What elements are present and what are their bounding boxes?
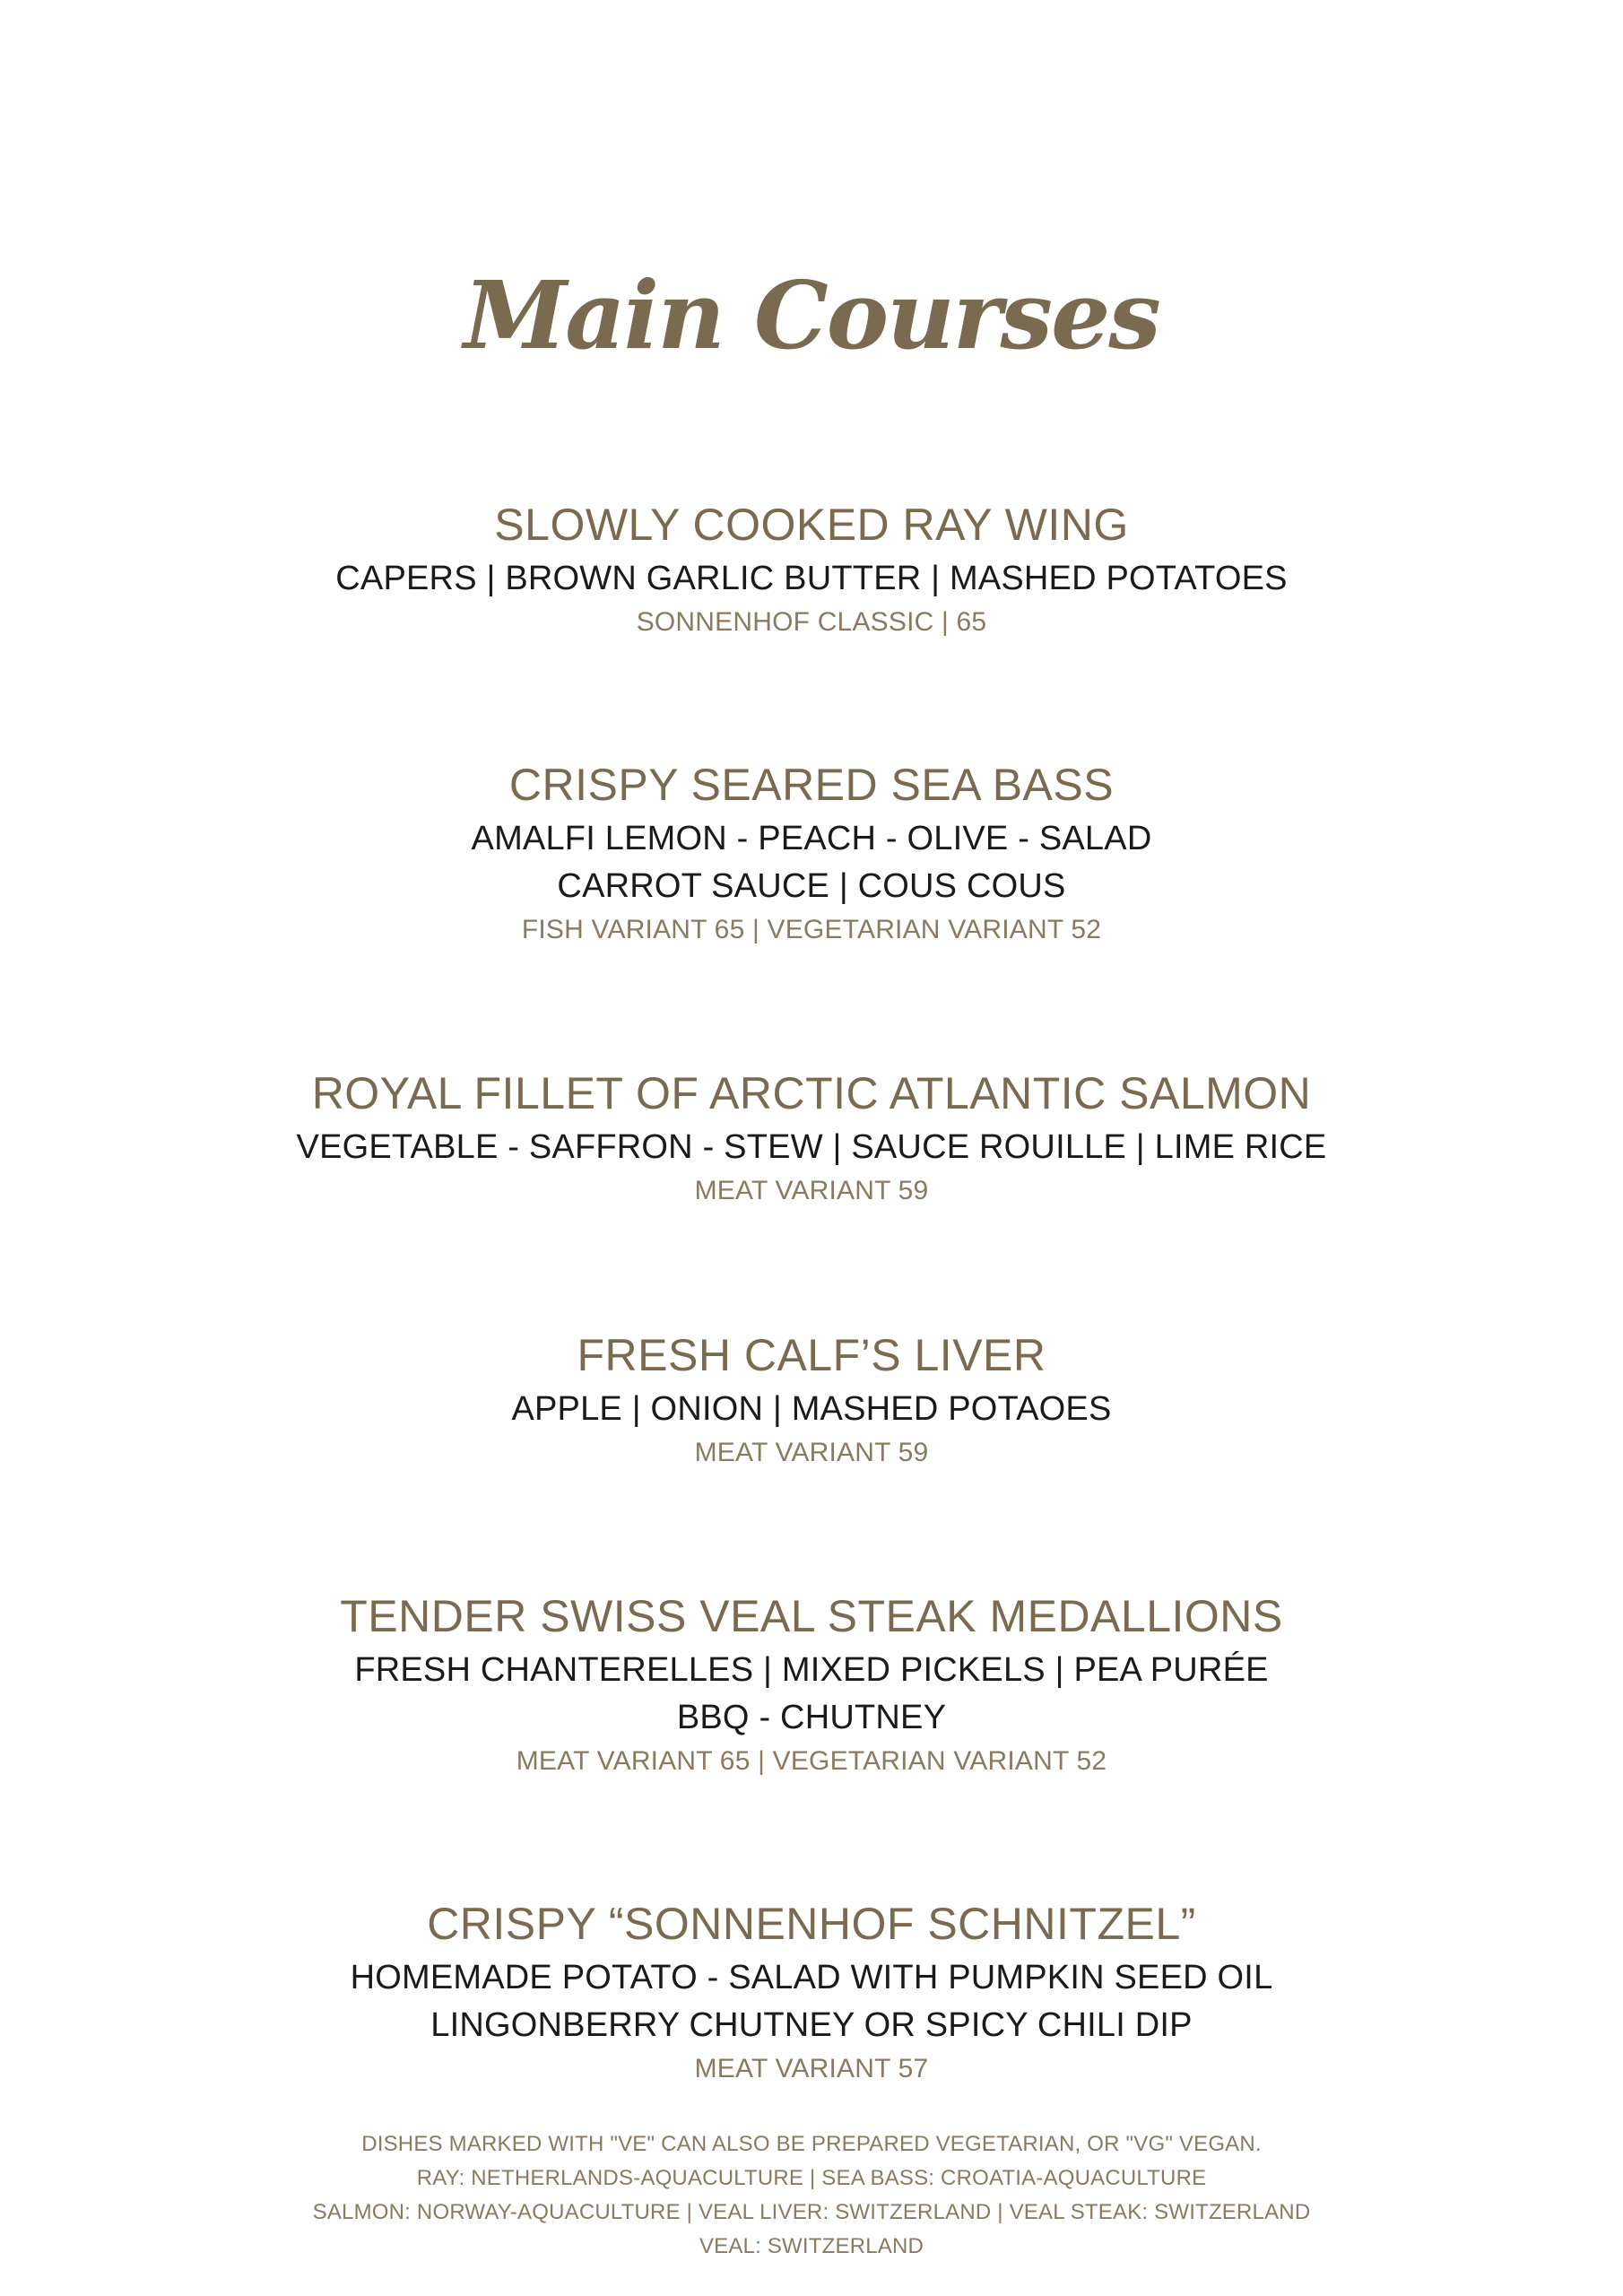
dish-description: FRESH CHANTERELLES | MIXED PICKELS | PEA PURÉE: [354, 1651, 1269, 1689]
dish-description: APPLE | ONION | MASHED POTAOES: [511, 1390, 1112, 1428]
page-title: Main Courses: [464, 260, 1159, 370]
menu-item-veal-steak: [0, 1589, 1623, 1781]
dish-name: CRISPY SEARED SEA BASS: [508, 760, 1115, 810]
footer-note: RAY: NETHERLANDS-AQUACULTURE | SEA BASS: CROATIA-AQUACULTURE: [416, 2166, 1207, 2190]
dish-price: SONNENHOF CLASSIC | 65: [636, 607, 987, 637]
dish-price: MEAT VARIANT 59: [694, 1438, 929, 1467]
dish-description: CAPERS | BROWN GARLIC BUTTER | MASHED POTATOES: [335, 560, 1288, 597]
menu-item-calfs-liver: [0, 1328, 1623, 1473]
footer-note: VEAL: SWITZERLAND: [699, 2234, 924, 2258]
footer-note: SALMON: NORWAY-AQUACULTURE | VEAL LIVER: SWITZERLAND | VEAL STEAK: SWITZERLAND: [312, 2200, 1311, 2224]
menu-item-schnitzel: [0, 1897, 1623, 2089]
menu-item-salmon: [0, 1066, 1623, 1211]
dish-description: LINGONBERRY CHUTNEY OR SPICY CHILI DIP: [430, 2006, 1193, 2044]
dish-name: FRESH CALF’S LIVER: [577, 1330, 1046, 1380]
dish-description: CARROT SAUCE | COUS COUS: [557, 867, 1066, 905]
dish-description: VEGETABLE - SAFFRON - STEW | SAUCE ROUILLE | LIME RICE: [296, 1128, 1327, 1166]
dish-description: BBQ - CHUTNEY: [676, 1699, 947, 1736]
dish-price: MEAT VARIANT 59: [694, 1176, 929, 1205]
menu-item-sea-bass: [0, 758, 1623, 950]
dish-name: SLOWLY COOKED RAY WING: [494, 500, 1129, 550]
menu-item-ray-wing: [0, 498, 1623, 642]
dish-price: FISH VARIANT 65 | VEGETARIAN VARIANT 52: [521, 915, 1102, 944]
dish-name: TENDER SWISS VEAL STEAK MEDALLIONS: [340, 1591, 1283, 1641]
dish-price: MEAT VARIANT 57: [694, 2054, 929, 2083]
footer-note: DISHES MARKED WITH "VE" CAN ALSO BE PREPARED VEGETARIAN, OR "VG" VEGAN.: [361, 2132, 1262, 2156]
dish-name: ROYAL FILLET OF ARCTIC ATLANTIC SALMON: [311, 1068, 1312, 1118]
dish-description: HOMEMADE POTATO - SALAD WITH PUMPKIN SEED OIL: [350, 1959, 1273, 1996]
origin-notes: [0, 2127, 1623, 2264]
dish-description: AMALFI LEMON - PEACH - OLIVE - SALAD: [471, 820, 1152, 857]
dish-price: MEAT VARIANT 65 | VEGETARIAN VARIANT 52: [516, 1746, 1107, 1776]
dish-name: CRISPY “SONNENHOF SCHNITZEL”: [427, 1899, 1196, 1949]
